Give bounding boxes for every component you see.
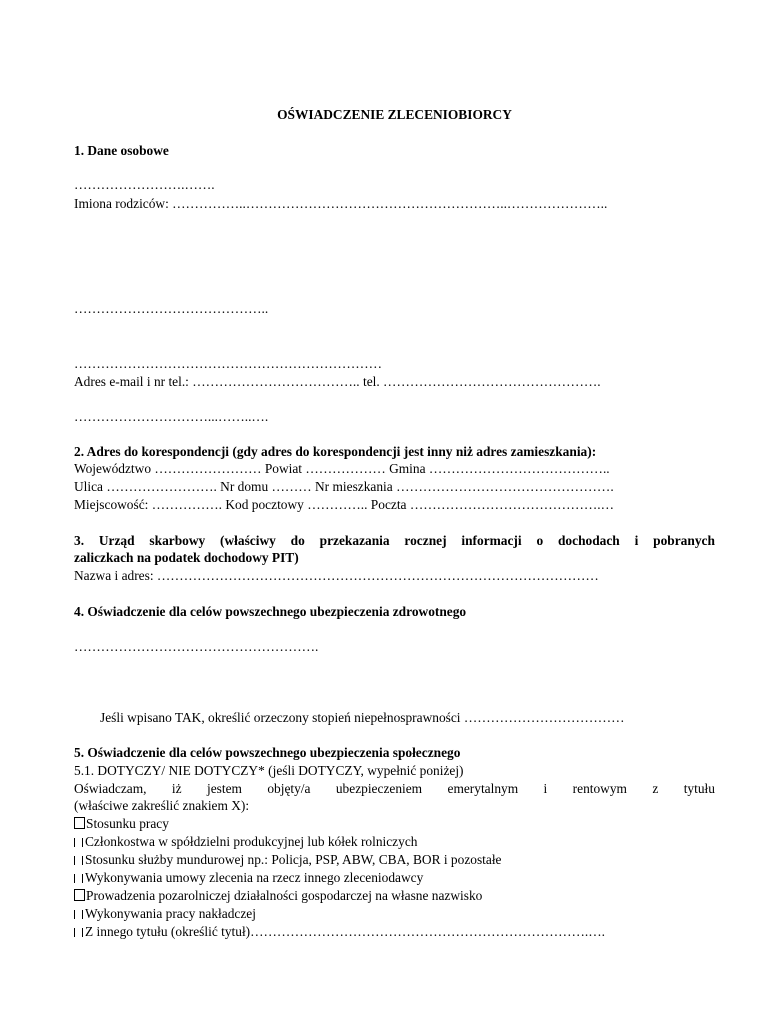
title-option-sluzba-mundurowa[interactable] [74, 851, 715, 868]
s3-word: skarbowy [149, 533, 206, 548]
oswiadczam-line-2: (właściwe zakreślić znakiem X): [74, 798, 250, 813]
option-label: Z innego tytułu (określić tytuł)………………………………………………………………….…. [85, 924, 605, 939]
form-page [74, 0, 715, 1024]
osw-word: objęty/a [267, 781, 311, 796]
checkbox-icon [74, 838, 83, 847]
osw-word: iż [171, 781, 182, 796]
s3-word: do [290, 533, 305, 548]
section-2-heading: 2. Adres do korespondencji (gdy adres do korespondencji jest inny niż adres zamieszkania): [74, 444, 597, 459]
miejscowosc-field[interactable]: …………………………………….. [74, 301, 269, 316]
section-5-heading: 5. Oświadczenie dla celów powszechnego ubezpieczenia społecznego [74, 745, 461, 760]
osw-word: rentowym [572, 781, 627, 796]
dotyczy-line[interactable]: 5.1. DOTYCZY/ NIE DOTYCZY* (jeśli DOTYCZY, wypełnić poniżej) [74, 763, 464, 778]
title-option-praca-nakladcza[interactable] [74, 905, 715, 922]
section-3-heading-line-2: zaliczkach na podatek dochodowy PIT) [74, 550, 299, 565]
stopien-niepelnosprawnosci-field[interactable]: Jeśli wpisano TAK, określić orzeczony stopień niepełnosprawności ……………………………… [100, 710, 625, 725]
checkbox-icon [74, 817, 85, 829]
issued-by-field[interactable]: …………………………...……..…. [74, 409, 269, 424]
osw-word: emerytalnym [447, 781, 519, 796]
s3-word: 3. [74, 533, 85, 548]
checkbox-icon [74, 889, 85, 901]
s3-word: Urząd [98, 533, 135, 548]
bank-account-field[interactable]: …………………………………………………………… [74, 356, 382, 371]
title-option-stosunek-pracy[interactable] [74, 815, 715, 832]
option-label: Wykonywania pracy nakładczej [85, 906, 256, 921]
option-label: Wykonywania umowy zlecenia na rzecz innego zleceniodawcy [85, 870, 424, 885]
title-option-spoldzielnia[interactable] [74, 833, 715, 850]
osw-word: z [652, 781, 659, 796]
osw-word: tytułu [683, 781, 715, 796]
correspondence-line-1[interactable]: Województwo …………………… Powiat ……………… Gmina ………………………………….. [74, 461, 610, 476]
checkbox-icon [74, 910, 83, 919]
section-3-heading [74, 532, 715, 549]
checkbox-icon [74, 874, 83, 883]
title-option-dzialalnosc[interactable] [74, 887, 715, 904]
title-option-umowa-zlecenia[interactable] [74, 869, 715, 886]
option-label: Prowadzenia pozarolniczej działalności gospodarczej na własne nazwisko [86, 888, 483, 903]
osw-word: ubezpieczeniem [335, 781, 423, 796]
option-label: Stosunku pracy [86, 816, 169, 831]
correspondence-line-2[interactable]: Ulica ……………………. Nr domu ……… Nr mieszkania …………………………………………. [74, 479, 614, 494]
email-tel-field[interactable]: Adres e-mail i nr tel.: ……………………………….. tel. …………………………………………. [74, 374, 601, 389]
osw-word: Oświadczam, [74, 781, 147, 796]
s3-word: (właściwy [220, 533, 276, 548]
s3-word: o [536, 533, 544, 548]
osw-word: jestem [206, 781, 242, 796]
document-title: OŚWIADCZENIE ZLECENIOBIORCY [277, 107, 512, 122]
section-4-heading: 4. Oświadczenie dla celów powszechnego ubezpieczenia zdrowotnego [74, 604, 467, 619]
osw-word: i [543, 781, 548, 796]
urzad-adres-field[interactable]: Nazwa i adres: ……………………………………………………………………………………… [74, 568, 599, 583]
checkbox-icon [74, 856, 83, 865]
nfz-field[interactable]: ………………………………………………. [74, 639, 319, 654]
option-label: Członkostwa w spółdzielni produkcyjnej lub kółek rolniczych [85, 834, 418, 849]
imiona-rodzicow-field[interactable]: Imiona rodziców: ……………..…………………………………………………..………………….. [74, 196, 608, 211]
s3-word: dochodach [557, 533, 620, 548]
correspondence-line-3[interactable]: Miejscowość: ……………. Kod pocztowy ………….. Poczta …………………………………….… [74, 497, 615, 512]
checkbox-icon [74, 928, 83, 937]
s3-word: informacji [461, 533, 522, 548]
imiona-2-field[interactable]: …………………….……. [74, 177, 215, 192]
s3-word: rocznej [404, 533, 447, 548]
s3-word: przekazania [319, 533, 390, 548]
oswiadczam-line [74, 780, 715, 797]
option-label: Stosunku służby mundurowej np.: Policja, PSP, ABW, CBA, BOR i pozostałe [85, 852, 502, 867]
s3-word: i [634, 533, 639, 548]
section-1-heading: 1. Dane osobowe [74, 143, 169, 158]
title-option-inny-tytul[interactable] [74, 923, 715, 940]
s3-word: pobranych [653, 533, 715, 548]
